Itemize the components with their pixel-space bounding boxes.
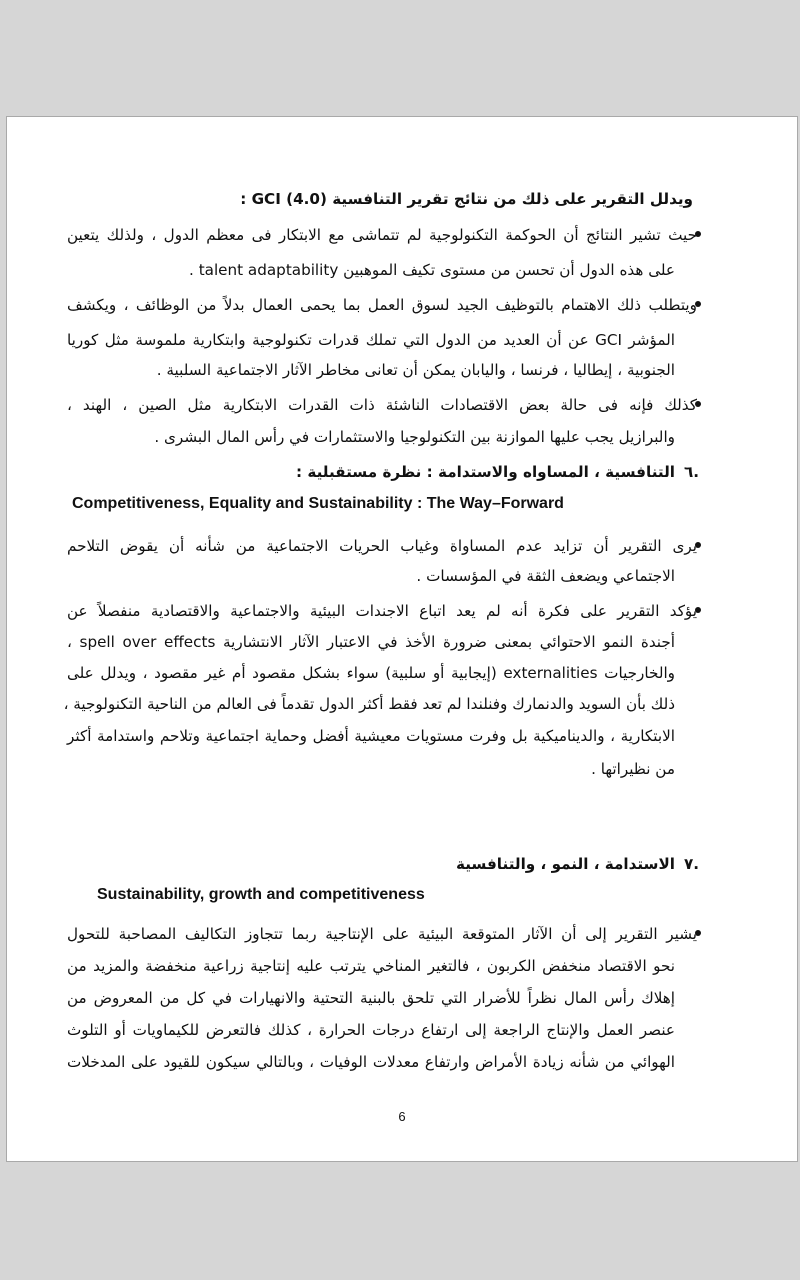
paragraph-line: الهوائي من شأنه زيادة الأمراض وارتفاع معدلات الوفيات ، وبالتالي سيكون للقيود على المدخلات	[67, 1053, 675, 1071]
paragraph-line: والبرازيل يجب عليها الموازنة بين التكنولوجيا والاستثمارات في رأس المال البشرى .	[154, 428, 675, 446]
paragraph-line: على هذه الدول أن تحسن من مستوى تكيف الموهبين talent adaptability .	[189, 261, 675, 279]
paragraph-line: نحو الاقتصاد منخفض الكربون ، فالتغير المناخي يترتب عليه إنتاجية زراعية منخفضة والمزيد من	[67, 957, 675, 975]
paragraph-line: المؤشر GCI عن أن العديد من الدول التي تملك قدرات تكنولوجية وابتكارية ملموسة مثل كوريا	[67, 331, 675, 349]
page-content	[7, 117, 797, 1161]
paragraph-line: يرى التقرير أن تزايد عدم المساواة وغياب الحريات الاجتماعية من شأنه أن يقوض التلاحم	[67, 537, 697, 555]
document-page	[6, 116, 798, 1162]
section-title-english: Competitiveness, Equality and Sustainability : The Way–Forward	[72, 495, 564, 512]
paragraph-line: حيث تشير النتائج أن الحوكمة التكنولوجية لم تتماشى مع الابتكار فى معظم الدول ، ولذلك يتعين	[67, 226, 697, 244]
paragraph-line: أجندة النمو الاحتوائي بمعنى ضرورة الأخذ في الاعتبار الآثار الانتشارية spell over effects ،	[67, 633, 675, 651]
paragraph-line: الابتكارية ، والديناميكية بل وفرت مستويات معيشية أفضل وحماية اجتماعية وتلاحم واستدامة أكثر	[67, 727, 675, 745]
section-title: الاستدامة ، النمو ، والتنافسية	[455, 855, 675, 873]
paragraph-line: الجنوبية ، إيطاليا ، فرنسا ، واليابان يمكن أن تعانى مخاطر الآثار الاجتماعية السلبية .	[156, 361, 675, 379]
paragraph-line: إهلاك رأس المال نظراً للأضرار التي تلحق بالبنية التحتية والانهيارات في كل من المعروض من	[67, 989, 675, 1007]
paragraph-line: الاجتماعي ويضعف الثقة في المؤسسات .	[416, 567, 675, 585]
section-title-english: Sustainability, growth and competitiveness	[97, 886, 425, 903]
paragraph-line: كذلك فإنه فى حالة بعض الاقتصادات الناشئة ذات القدرات الابتكارية مثل الصين ، الهند ،	[67, 396, 697, 414]
paragraph-line: من نظيراتها .	[591, 760, 675, 778]
paragraph-line: ويتطلب ذلك الاهتمام بالتوظيف الجيد لسوق العمل بما يحمى العمال بدلاً من الوظائف ، ويكشف	[67, 296, 697, 314]
paragraph-line: يؤكد التقرير على فكرة أنه لم يعد اتباع الاجندات البيئية والاجتماعية والاقتصادية منفصلاً عن	[67, 602, 697, 620]
paragraph-line: يشير التقرير إلى أن الآثار المتوقعة البيئية على الإنتاجية ربما تتجاوز التكاليف المصاحبة للتحول	[67, 925, 697, 943]
section-number: .٧	[683, 855, 699, 873]
paragraph-line: والخارجيات externalities (إيجابية أو سلبية) سواء بشكل مقصود أم غير مقصود ، ويدلل على	[67, 664, 675, 682]
section-title: التنافسية ، المساواه والاستدامة : نظرة مستقبلية :	[296, 463, 675, 481]
paragraph-line: ذلك بأن السويد والدنمارك وفنلندا لم تعد فقط أكثر الدول تقدماً فى العالم من الناحية التكنولوجية ،	[63, 695, 675, 713]
section-number: .٦	[683, 463, 699, 481]
page-number: 6	[398, 1109, 406, 1124]
paragraph-line: عنصر العمل والإنتاج الراجعة إلى ارتفاع درجات الحرارة ، كذلك فالتعرض للكيماويات أو التلوث	[67, 1021, 675, 1039]
intro-heading: ويدلل التقرير على ذلك من نتائج تقرير التنافسية (4.0) GCI :	[240, 190, 693, 208]
